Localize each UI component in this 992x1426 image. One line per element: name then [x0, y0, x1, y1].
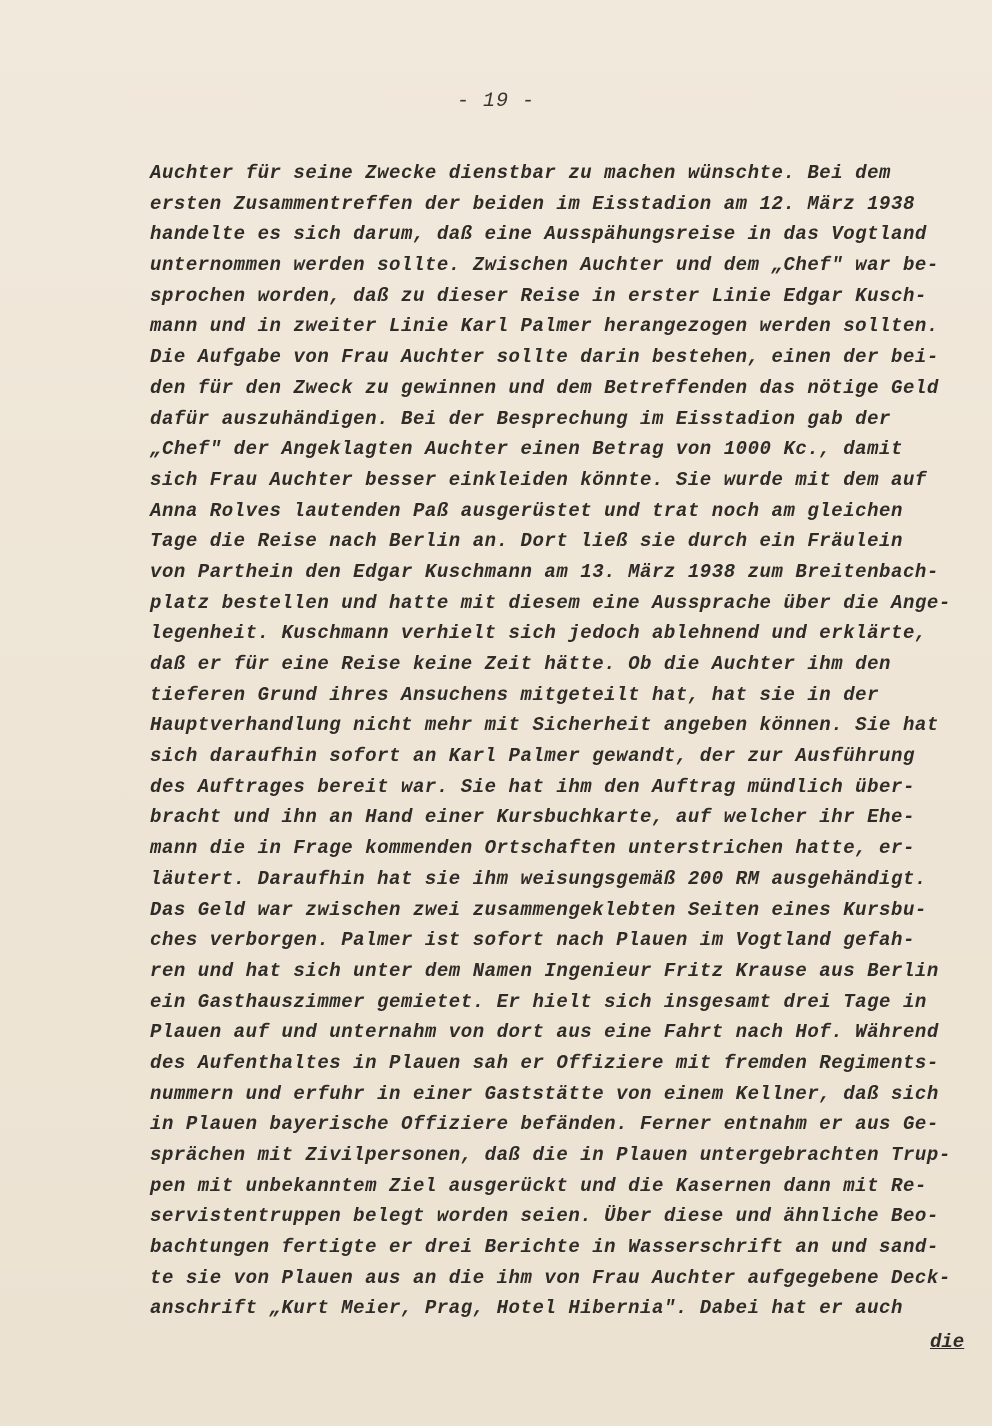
text-line: Hauptverhandlung nicht mehr mit Sicherheit angeben können. Sie hat	[150, 714, 939, 737]
text-line: bachtungen fertigte er drei Berichte in Wasserschrift an und sand-	[150, 1236, 939, 1259]
text-line: des Aufenthaltes in Plauen sah er Offiziere mit fremden Regiments-	[150, 1051, 939, 1074]
text-line: daß er für eine Reise keine Zeit hätte. Ob die Auchter ihm den	[150, 653, 892, 675]
text-line: sprächen mit Zivilpersonen, daß die in Plauen untergebrachten Trup-	[150, 1144, 951, 1166]
text-line: Anna Rolves lautenden Paß ausgerüstet und trat noch am gleichen	[150, 499, 903, 522]
text-line: bracht und ihn an Hand einer Kursbuchkarte, auf welcher ihr Ehe-	[150, 806, 915, 829]
catchword: die	[930, 1331, 965, 1353]
text-line: handelte es sich darum, daß eine Ausspähungsreise in das Vogtland	[150, 223, 927, 246]
text-line: von Parthein den Edgar Kuschmann am 13. März 1938 zum Breitenbach-	[150, 560, 939, 583]
text-line: ren und hat sich unter dem Namen Ingenieur Fritz Krause aus Berlin	[150, 959, 939, 982]
text-line: anschrift „Kurt Meier, Prag, Hotel Hibernia". Dabei hat er auch	[150, 1297, 903, 1320]
text-line: legenheit. Kuschmann verhielt sich jedoch ablehnend und erklärte,	[150, 622, 927, 645]
text-line: mann die in Frage kommenden Ortschaften unterstrichen hatte, er-	[150, 837, 915, 860]
text-line: sich Frau Auchter besser einkleiden könnte. Sie wurde mit dem auf	[150, 468, 927, 491]
text-line: läutert. Daraufhin hat sie ihm weisungsgemäß 200 RM ausgehändigt.	[150, 867, 927, 890]
text-line: sich daraufhin sofort an Karl Palmer gewandt, der zur Ausführung	[150, 745, 915, 768]
text-line: te sie von Plauen aus an die ihm von Frau Auchter aufgegebene Deck-	[150, 1266, 951, 1289]
text-line: ersten Zusammentreffen der beiden im Eisstadion am 12. März 1938	[150, 192, 915, 215]
text-line: platz bestellen und hatte mit diesem eine Aussprache über die Ange-	[150, 591, 951, 614]
text-line: servistentruppen belegt worden seien. Über diese und ähnliche Beo-	[150, 1205, 939, 1228]
text-line: mann und in zweiter Linie Karl Palmer herangezogen werden sollten.	[150, 315, 939, 338]
page-number: - 19 -	[456, 90, 535, 113]
text-line: dafür auszuhändigen. Bei der Besprechung im Eisstadion gab der	[150, 407, 892, 430]
text-line: Tage die Reise nach Berlin an. Dort ließ sie durch ein Fräulein	[150, 530, 903, 553]
text-line: tieferen Grund ihres Ansuchens mitgeteilt hat, hat sie in der	[150, 683, 880, 706]
text-line: den für den Zweck zu gewinnen und dem Betreffenden das nötige Geld	[150, 376, 939, 399]
text-line: ein Gasthauszimmer gemietet. Er hielt sich insgesamt drei Tage in	[150, 990, 927, 1013]
text-line: nummern und erfuhr in einer Gaststätte von einem Kellner, daß sich	[150, 1082, 939, 1105]
text-line: Das Geld war zwischen zwei zusammengeklebten Seiten eines Kursbu-	[150, 898, 927, 921]
text-line: ches verborgen. Palmer ist sofort nach Plauen im Vogtland gefah-	[150, 929, 915, 952]
text-line: Auchter für seine Zwecke dienstbar zu machen wünschte. Bei dem	[150, 162, 892, 184]
text-line: „Chef" der Angeklagten Auchter einen Betrag von 1000 Kc., damit	[150, 438, 903, 461]
text-line: pen mit unbekanntem Ziel ausgerückt und die Kasernen dann mit Re-	[150, 1174, 927, 1197]
text-line: in Plauen bayerische Offiziere befänden. Ferner entnahm er aus Ge-	[150, 1113, 939, 1136]
text-line: sprochen worden, daß zu dieser Reise in erster Linie Edgar Kusch-	[150, 284, 927, 307]
text-line: Plauen auf und unternahm von dort aus eine Fahrt nach Hof. Während	[150, 1021, 939, 1044]
text-line: Die Aufgabe von Frau Auchter sollte darin bestehen, einen der bei-	[150, 346, 939, 369]
text-line: des Auftrages bereit war. Sie hat ihm den Auftrag mündlich über-	[150, 775, 915, 798]
body-text	[150, 158, 980, 1324]
text-line: unternommen werden sollte. Zwischen Auchter und dem „Chef" war be-	[150, 254, 939, 277]
